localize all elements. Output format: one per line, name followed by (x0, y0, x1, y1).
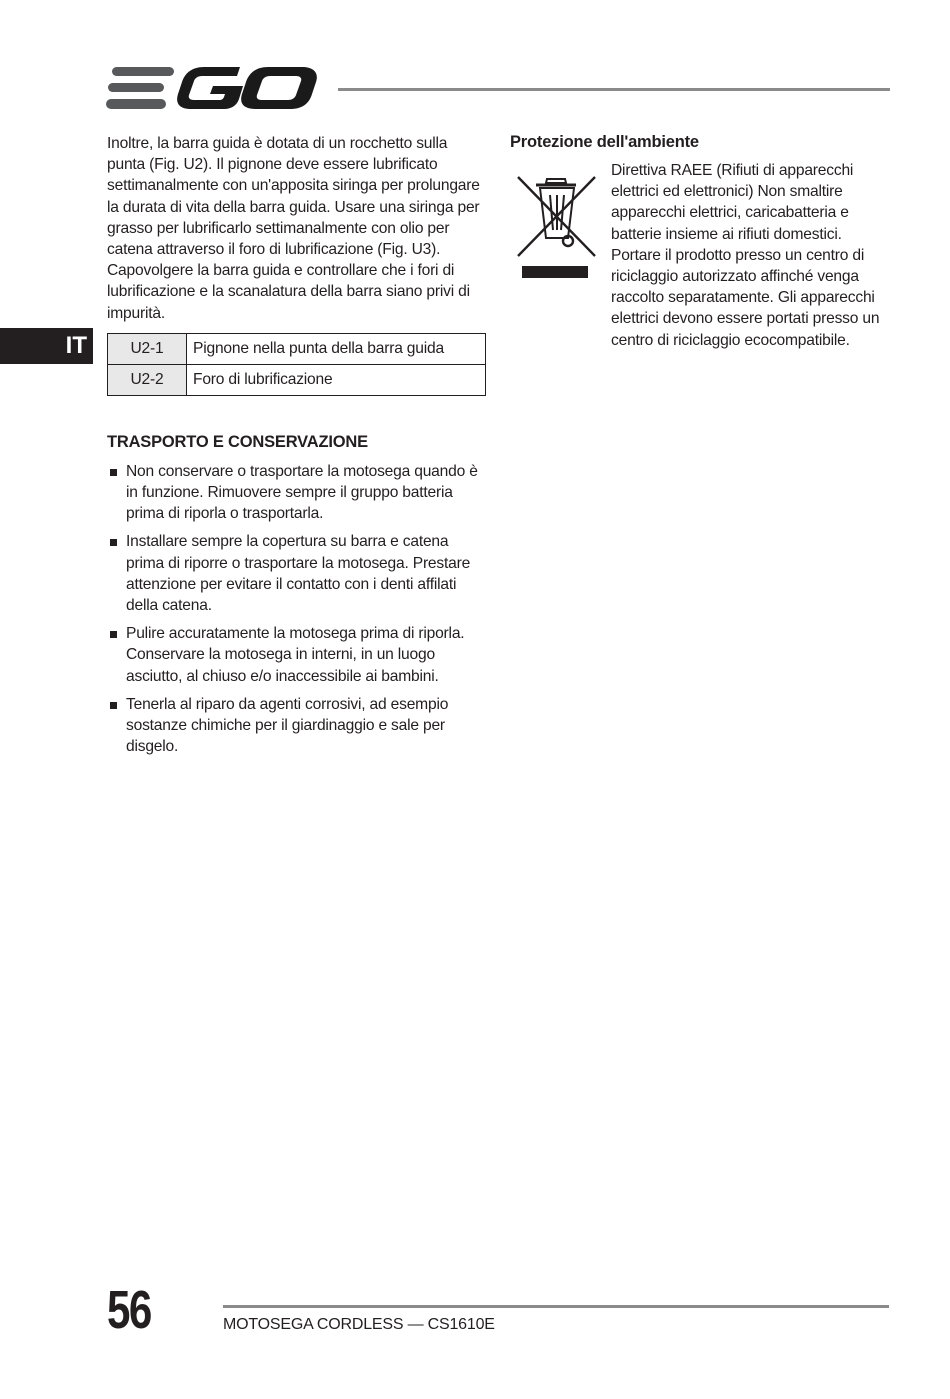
transport-list (107, 461, 487, 758)
list-item (107, 531, 487, 616)
parts-table (107, 333, 486, 396)
list-item-text: Non conservare o trasportare la motosega quando è in funzione. Rimuovere sempre il gruppo batteria prima di riporla o trasportarla. (126, 462, 478, 523)
bullet-square-icon (110, 702, 117, 709)
list-item-text: Tenerla al riparo da agenti corrosivi, ad esempio sostanze chimiche per il giardinaggio e sale per disgelo. (126, 695, 449, 756)
intro-paragraph: Inoltre, la barra guida è dotata di un rocchetto sulla punta (Fig. U2). Il pignone deve essere lubrificato settimanalmente con un'apposita siringa per prolungare la durata di vita della barra guida. Usare una siringa per grasso per lubrificarlo settimanalmente con olio per catena attraverso il foro di lubrificazione (Fig. U3). Capovolgere la barra guida e controllare che i fori di lubrificazione e la scanalatura della barra siano privi di impurità. (107, 135, 480, 322)
part-description: Foro di lubrificazione (187, 364, 486, 395)
environment-heading: Protezione dell'ambiente (510, 133, 699, 151)
left-column (107, 133, 487, 764)
ego-logo-icon (106, 64, 318, 112)
language-tab: IT (0, 328, 93, 364)
environment-section (510, 160, 890, 351)
environment-text: Direttiva RAEE (Rifiuti di apparecchi elettrici ed elettronici) Non smaltire apparecchi elettrici, caricabatteria e batterie insieme ai rifiuti domestici. Portare il prodotto presso un centro di riciclaggio autorizzato affinché venga raccolto separatamente. Gli apparecchi elettrici devono essere portati presso un centro di riciclaggio ecocompatibile. (611, 162, 880, 349)
right-column (510, 133, 890, 351)
part-description: Pignone nella punta della barra guida (187, 333, 486, 364)
page-number: 56 (107, 1280, 151, 1340)
crossed-out-wheelie-bin-icon (516, 168, 598, 278)
bullet-square-icon (110, 539, 117, 546)
list-item (107, 623, 487, 687)
list-item (107, 694, 487, 758)
list-item-text: Pulire accuratamente la motosega prima di riporla. Conservare la motosega in interni, in un luogo asciutto, al chiuso e/o inaccessibile ai bambini. (126, 625, 465, 685)
footer-rule (223, 1305, 889, 1308)
list-item (107, 461, 487, 525)
table-row (108, 333, 486, 364)
transport-heading: TRASPORTO E CONSERVAZIONE (107, 432, 368, 451)
bullet-square-icon (110, 631, 117, 638)
part-code: U2-2 (108, 364, 187, 395)
header-rule (338, 88, 890, 91)
footer-title: MOTOSEGA CORDLESS — CS1610E (223, 1316, 495, 1333)
list-item-text: Installare sempre la copertura su barra e catena prima di riporre o trasportare la motosega. Prestare attenzione per evitare il contatto con i denti affilati della catena. (126, 533, 471, 615)
bullet-square-icon (110, 469, 117, 476)
table-row (108, 364, 486, 395)
part-code: U2-1 (108, 333, 187, 364)
